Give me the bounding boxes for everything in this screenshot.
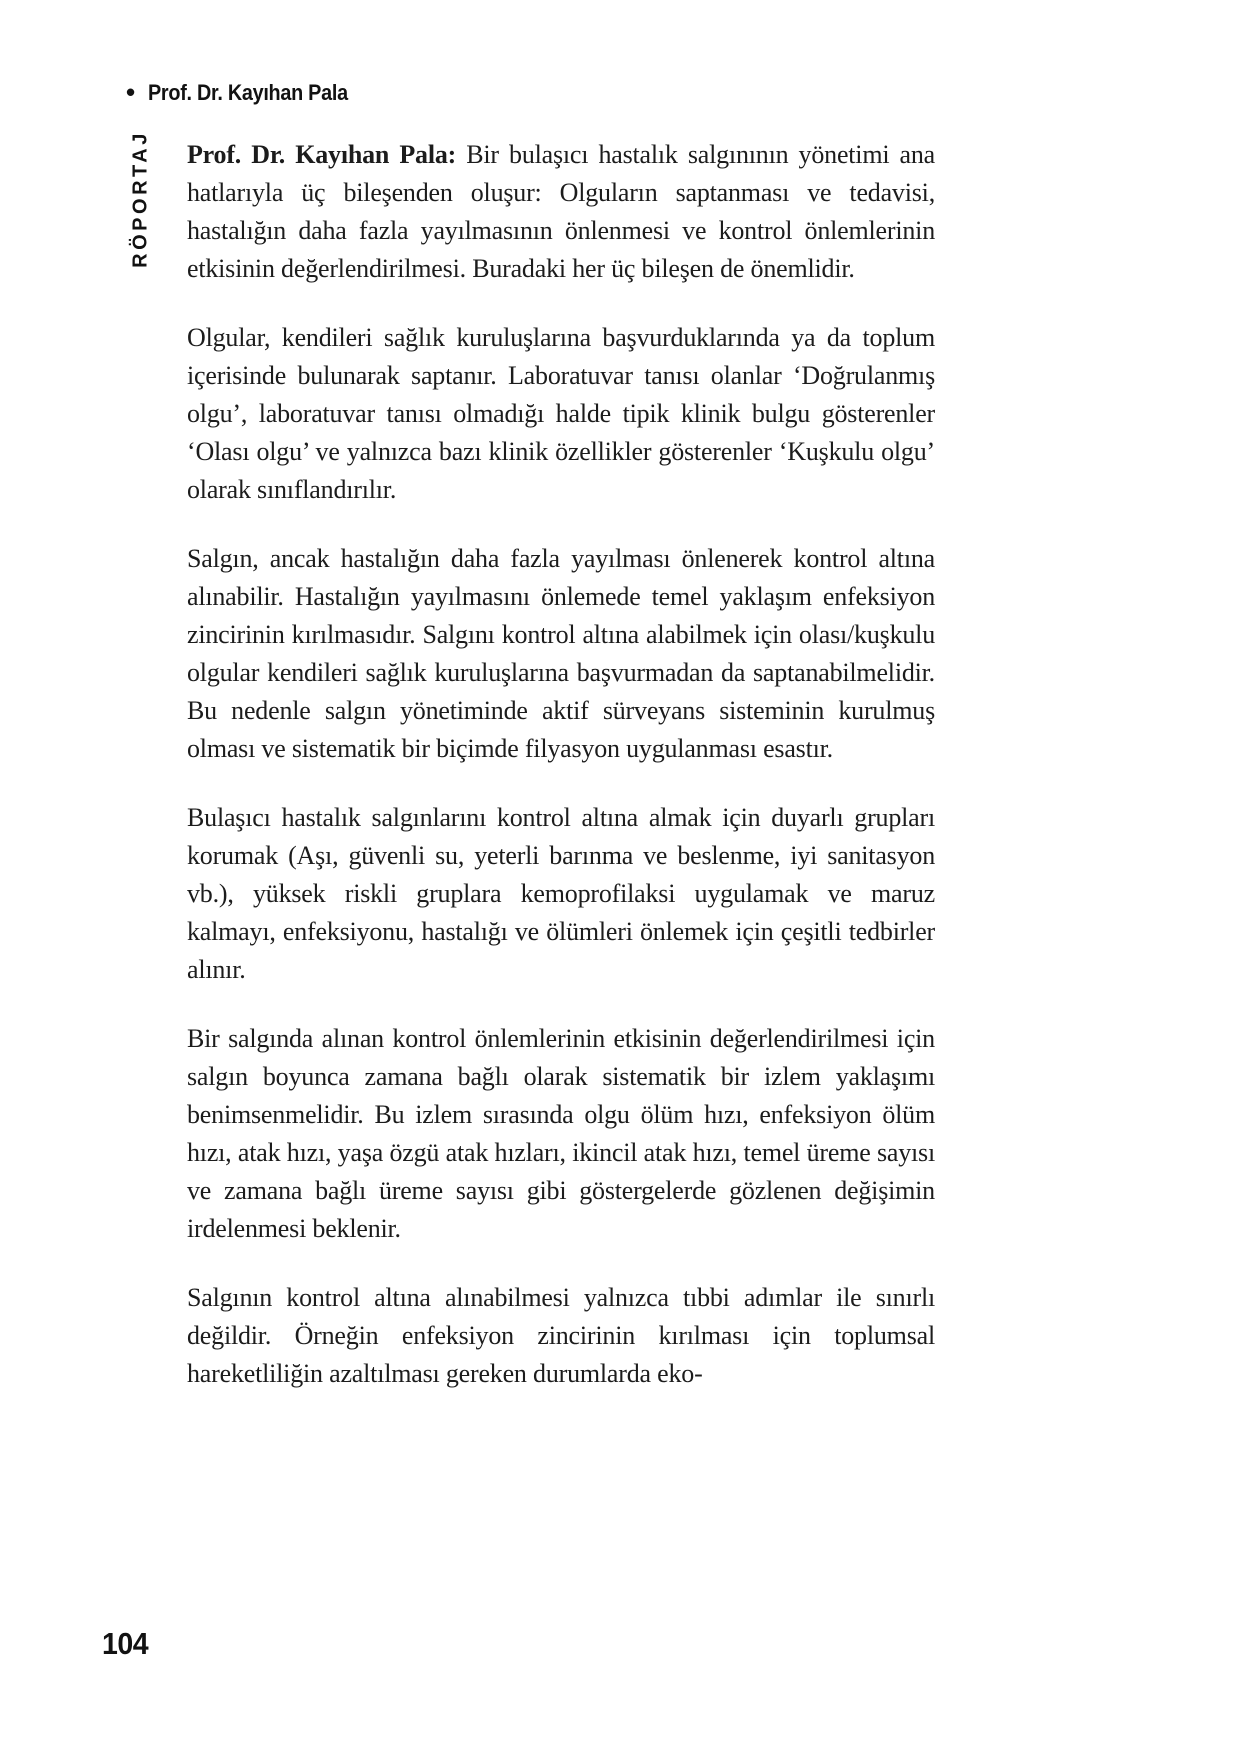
header-bullet-icon: • (126, 77, 136, 107)
page-number: 104 (102, 1626, 149, 1661)
paragraph-6: Salgının kontrol altına alınabilmesi yalnızca tıbbi adımlar ile sınırlı değildir. Örneğin enfeksiyon zincirinin kırılması için toplumsal hareketliliğin azaltılması gereken durumlarda eko- (187, 1283, 935, 1388)
running-header-title: Prof. Dr. Kayıhan Pala (148, 80, 348, 105)
speaker-name-lead: Prof. Dr. Kayıhan Pala: (187, 140, 457, 169)
paragraph-1 (187, 136, 935, 288)
paragraph-4: Bulaşıcı hastalık salgınlarını kontrol altına almak için duyarlı grupları korumak (Aşı, güvenli su, yeterli barınma ve beslenme, iyi sanitasyon vb.), yüksek riskli gruplara kemoprofilaksi uygulamak ve maruz kalmayı, enfeksiyonu, hastalığı ve ölümleri önlemek için çeşitli tedbirler alınır. (187, 803, 935, 984)
paragraph-5: Bir salgında alınan kontrol önlemlerinin etkisinin değerlendirilmesi için salgın boyunca zamana bağlı olarak sistematik bir izlem yaklaşımı benimsenmelidir. Bu izlem sırasında olgu ölüm hızı, enfeksiyon ölüm hızı, atak hızı, yaşa özgü atak hızları, ikincil atak hızı, temel üreme sayısı ve zamana bağlı üreme sayısı gibi göstergelerde gözlenen değişimin irdelenmesi beklenir. (187, 1024, 935, 1243)
running-header (126, 77, 370, 107)
section-label-vertical (124, 126, 158, 271)
paragraph-2: Olgular, kendileri sağlık kuruluşlarına başvurduklarında ya da toplum içerisinde bulunarak saptanır. Laboratuvar tanısı olanlar ‘Doğrulanmış olgu’, laboratuvar tanısı olmadığı halde tipik klinik bulgu gösterenler ‘Olası olgu’ ve yalnızca bazı klinik özellikler gösterenler ‘Kuşkulu olgu’ olarak sınıflandırılır. (187, 323, 935, 504)
paragraph-1-text: Bir bulaşıcı hastalık salgınının yönetimi ana hatlarıyla üç bileşenden oluşur: Olguların saptanması ve tedavisi, hastalığın daha fazla yayılmasının önlenmesi ve kontrol önlemlerinin etkisinin değerlendirilmesi. Buradaki her üç bileşen de önemlidir. (187, 140, 936, 283)
paragraph-3: Salgın, ancak hastalığın daha fazla yayılması önlenerek kontrol altına alınabilir. Hastalığın yayılmasını önlemede temel yaklaşım enfeksiyon zincirinin kırılmasıdır. Salgını kontrol altına alabilmek için olası/kuşkulu olgular kendileri sağlık kuruluşlarına başvurmadan da saptanabilmelidir. Bu nedenle salgın yönetiminde aktif sürveyans sisteminin kurulmuş olması ve sistematik bir biçimde filyasyon uygulanması esastır. (187, 544, 935, 763)
section-label-text: RÖPORTAJ (129, 129, 152, 268)
article-body (187, 136, 935, 1424)
